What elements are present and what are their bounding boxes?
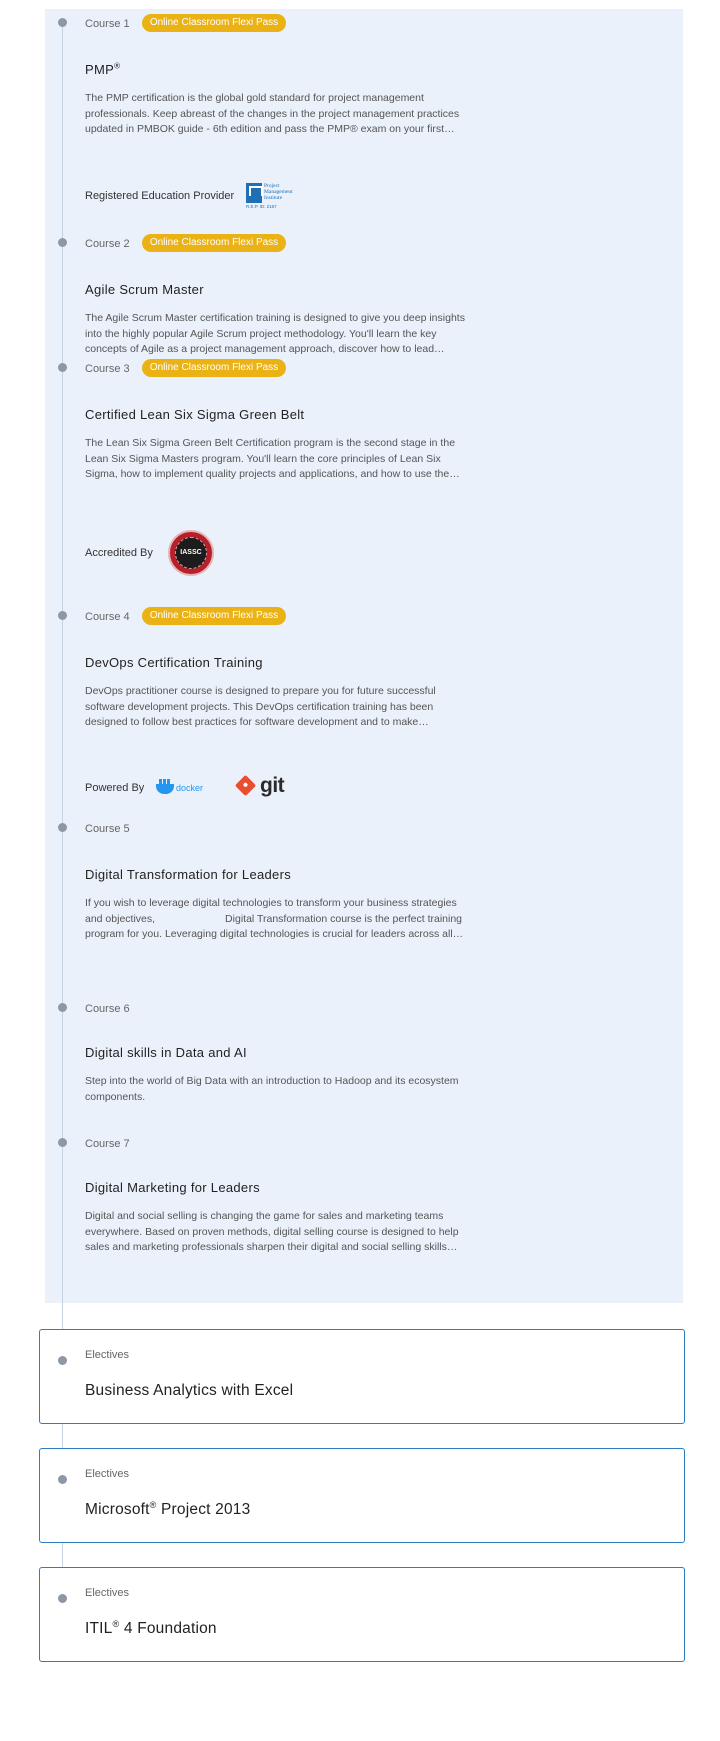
course-title[interactable]: Certified Lean Six Sigma Green Belt <box>85 407 305 422</box>
course-description: The Lean Six Sigma Green Belt Certification program is the second stage in the Lean Six Sigma Masters program. You'll learn the core principles of Lean Six Sigma, how to implement quality projects and applications, and how to use the… <box>85 437 460 480</box>
timeline-dot <box>58 18 67 27</box>
git-diamond-icon <box>235 775 256 796</box>
course-description: The Agile Scrum Master certification training is designed to give you deep insights into the highly popular Agile Scrum project methodology. You'll learn the key concepts of Agile as a project management approach, discover how to lead… <box>85 312 465 355</box>
elective-card[interactable] <box>39 1567 685 1662</box>
iassc-seal-text: IASSC <box>175 537 207 569</box>
timeline-dot <box>58 823 67 832</box>
flexi-pass-badge: Online Classroom Flexi Pass <box>142 607 286 625</box>
course-title[interactable]: Agile Scrum Master <box>85 282 204 297</box>
pmi-logo <box>246 183 296 209</box>
course-title[interactable]: DevOps Certification Training <box>85 655 263 670</box>
elective-title[interactable]: Business Analytics with Excel <box>85 1382 294 1399</box>
pmi-mark-icon <box>246 183 262 203</box>
partner-label: Registered Education Provider <box>85 190 235 202</box>
docker-wordmark: docker <box>176 783 204 793</box>
elective-title[interactable]: ITIL® 4 Foundation <box>85 1618 217 1637</box>
course-number: Course 5 <box>85 823 130 835</box>
git-logo <box>236 774 288 800</box>
course-number: Course 2 <box>85 238 130 250</box>
git-wordmark: git <box>260 774 285 797</box>
course-description: If you wish to leverage digital technologies to transform your business strategies and objectives, Digital Transformation course is the perfect training program for you. Leveraging digital technologies is crucial for leaders across all… <box>85 897 465 940</box>
timeline-dot <box>58 1003 67 1012</box>
elective-label: Electives <box>85 1349 130 1361</box>
timeline-dot <box>58 363 67 372</box>
course-description: The PMP certification is the global gold standard for project management professionals. Keep abreast of the changes in the project management practices updated in PMBOK guide - 6th edition and pass the PMP® exam on your first… <box>85 92 460 135</box>
pmi-logo-text: Project Management Institute <box>264 183 293 201</box>
flexi-pass-badge: Online Classroom Flexi Pass <box>142 359 286 377</box>
course-description: Step into the world of Big Data with an introduction to Hadoop and its ecosystem components. <box>85 1075 459 1103</box>
elective-label: Electives <box>85 1587 130 1599</box>
elective-card[interactable] <box>39 1448 685 1543</box>
course-number: Course 1 <box>85 18 130 30</box>
timeline-dot <box>58 1138 67 1147</box>
flexi-pass-badge: Online Classroom Flexi Pass <box>142 234 286 252</box>
course-number: Course 6 <box>85 1003 130 1015</box>
course-number: Course 3 <box>85 363 130 375</box>
docker-logo <box>156 779 208 797</box>
course-number: Course 7 <box>85 1138 130 1150</box>
course-title[interactable]: PMP® <box>85 61 121 77</box>
course-description: Digital and social selling is changing the game for sales and marketing teams everywhere. Based on proven methods, digital selling course is designed to help sales and marketing professionals sharpen their digital and social selling skills… <box>85 1210 459 1253</box>
course-number: Course 4 <box>85 611 130 623</box>
flexi-pass-badge: Online Classroom Flexi Pass <box>142 14 286 32</box>
timeline-dot <box>58 611 67 620</box>
timeline-dot <box>58 1356 67 1365</box>
timeline-dot <box>58 1594 67 1603</box>
elective-card[interactable] <box>39 1329 685 1424</box>
iassc-seal <box>168 530 214 576</box>
timeline-dot <box>58 1475 67 1484</box>
course-description: DevOps practitioner course is designed to prepare you for future successful software development projects. This DevOps certification training has been designed to follow best practices for software development and to make… <box>85 685 436 728</box>
elective-label: Electives <box>85 1468 130 1480</box>
course-title[interactable]: Digital Marketing for Leaders <box>85 1180 260 1195</box>
docker-whale-icon <box>156 784 174 794</box>
pmi-rep-id: R.E.P. ID: 2167 <box>246 204 277 209</box>
partner-label: Accredited By <box>85 547 153 559</box>
timeline-dot <box>58 238 67 247</box>
course-title[interactable]: Digital Transformation for Leaders <box>85 867 292 882</box>
elective-title[interactable]: Microsoft® Project 2013 <box>85 1499 251 1518</box>
course-title[interactable]: Digital skills in Data and AI <box>85 1045 247 1060</box>
partner-label: Powered By <box>85 782 145 794</box>
